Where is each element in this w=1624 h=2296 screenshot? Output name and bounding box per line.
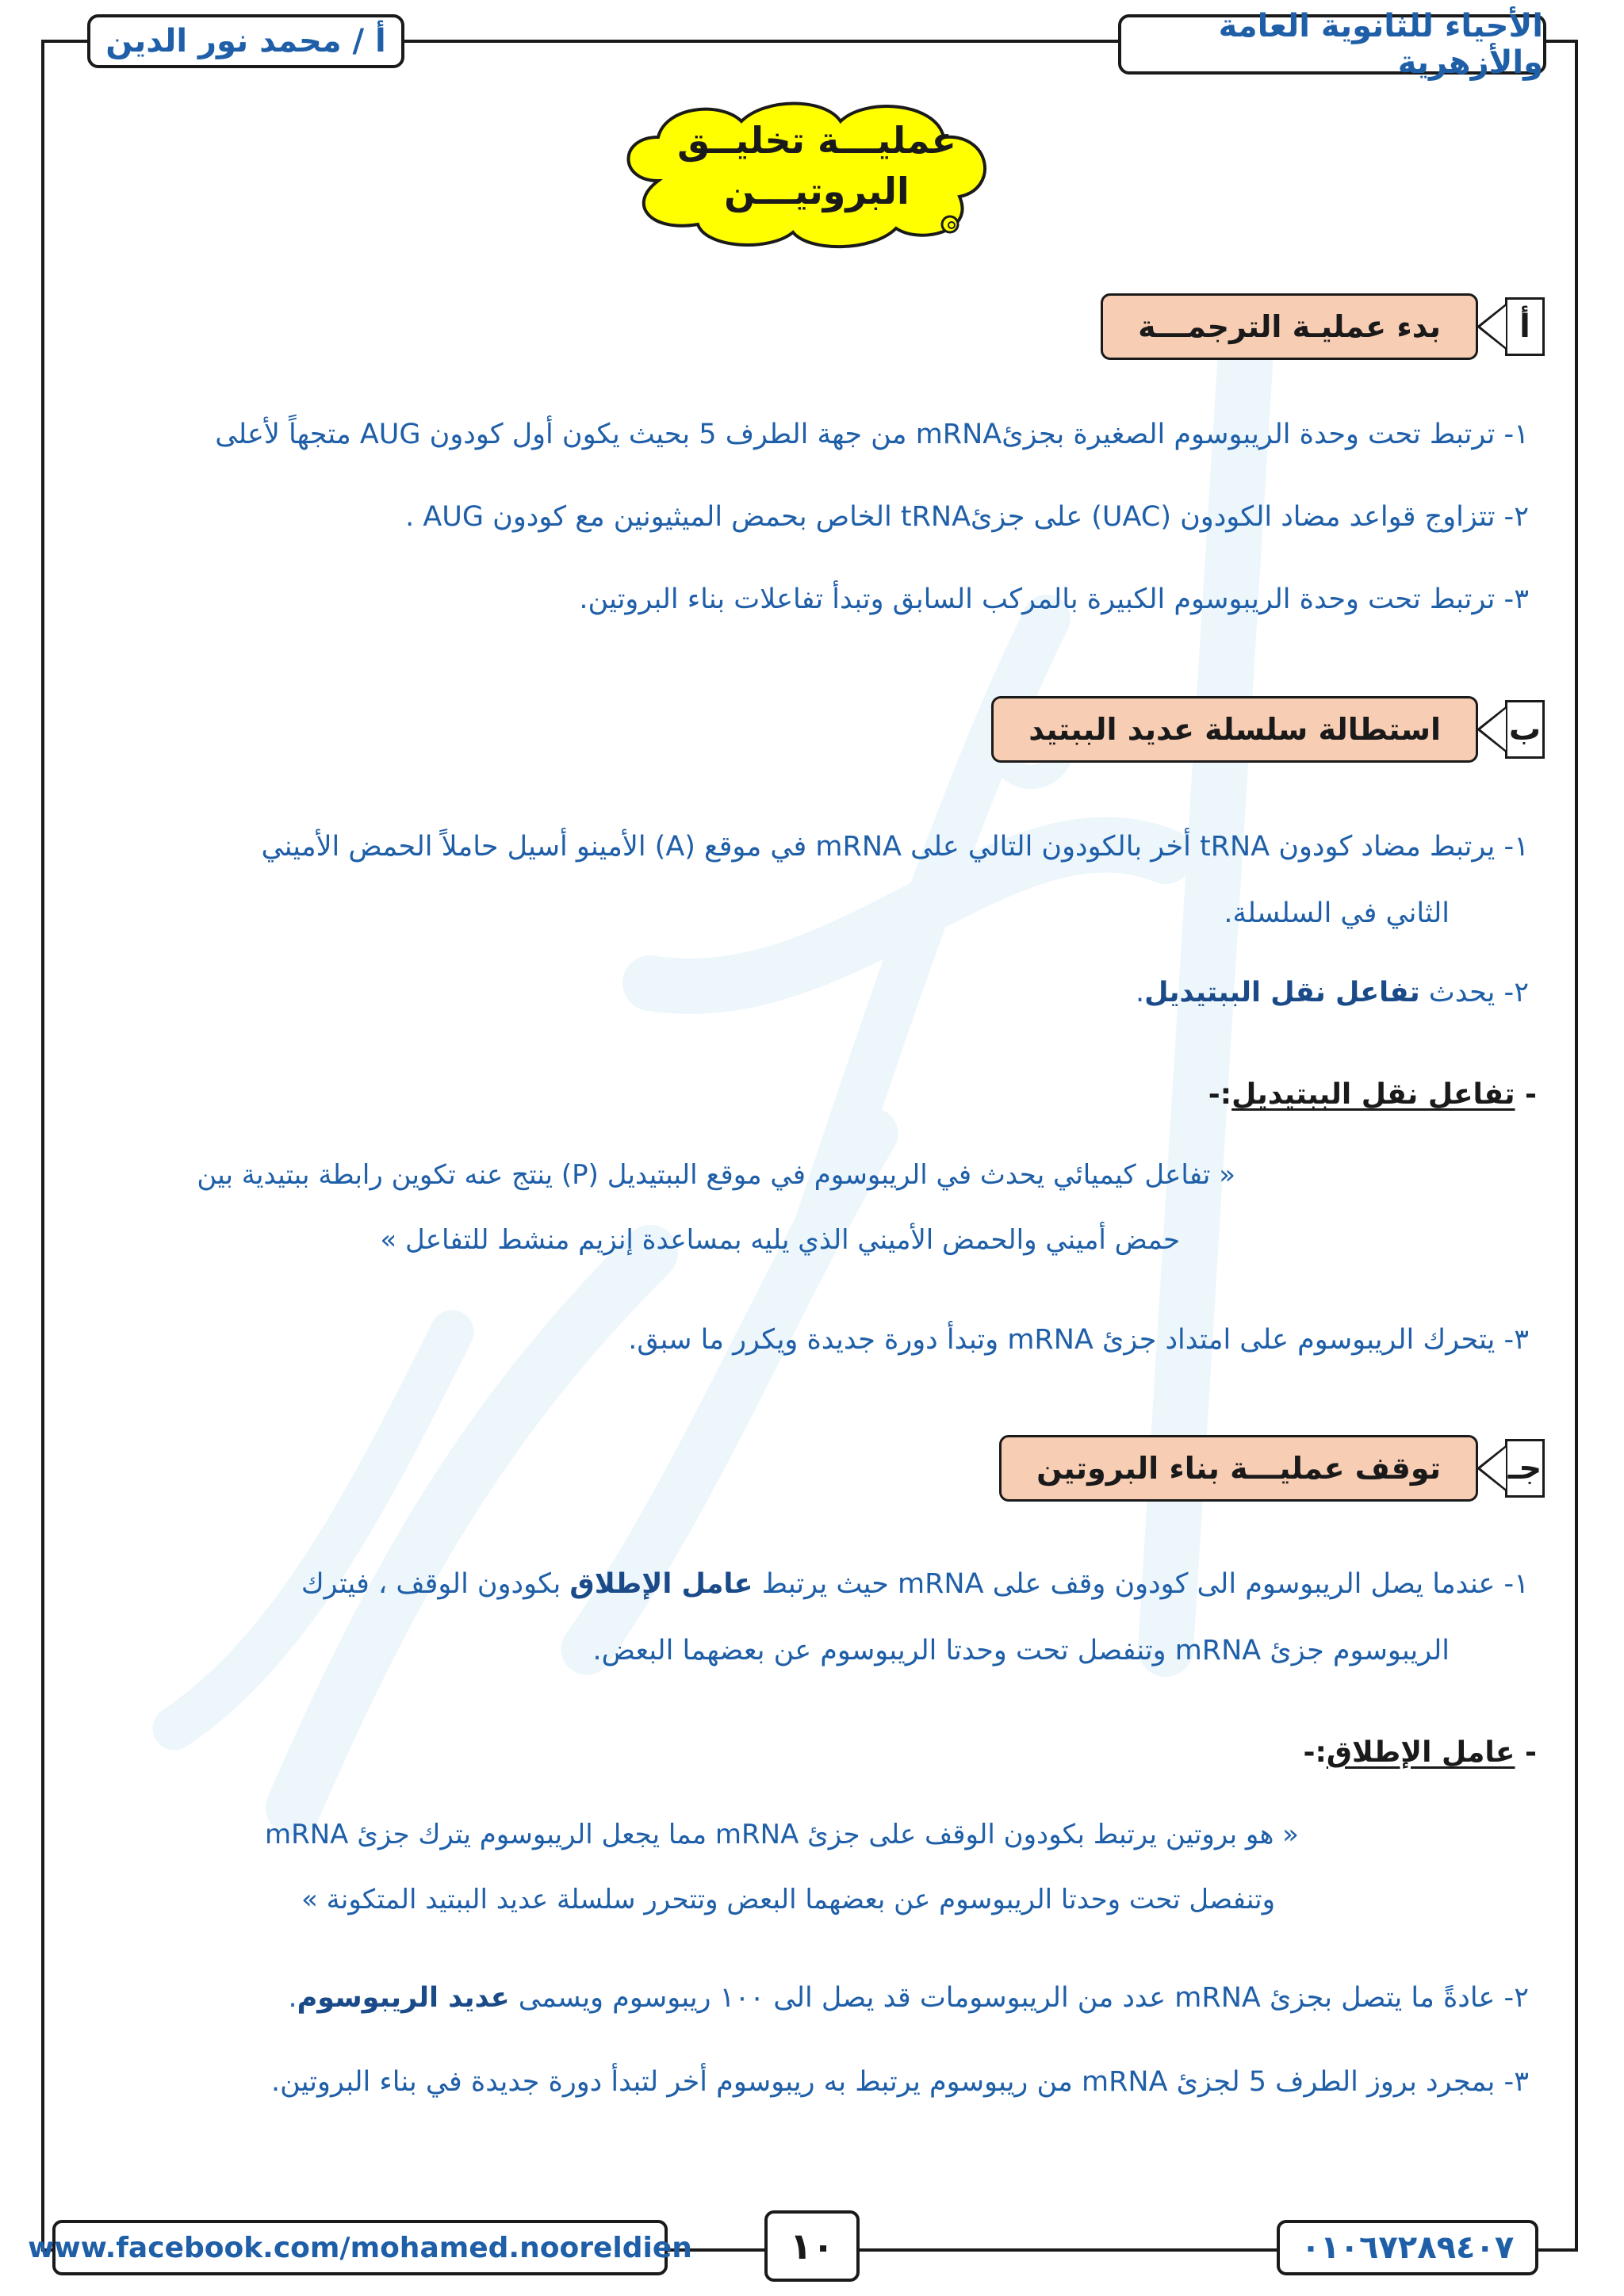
footer-phone-text: ٠١٠٦٧٢٨٩٤٠٧ bbox=[1300, 2229, 1515, 2266]
section-b-title: استطالة سلسلة عديد الببتيد bbox=[991, 696, 1478, 763]
section-c-line-2-suffix: . bbox=[288, 1982, 297, 2014]
footer-website[interactable] bbox=[28, 2220, 692, 2275]
section-a-line-3: ٣- ترتبط تحت وحدة الريبوسوم الكبيرة بالمركب السابق وتبدأ تفاعلات بناء البروتين. bbox=[579, 584, 1529, 615]
section-b-line-2-prefix: ٢- يحدث bbox=[1428, 977, 1529, 1008]
page-title-line1: عمليـــة تخليــق bbox=[677, 119, 956, 162]
arrow-left-icon bbox=[1477, 1445, 1507, 1492]
section-b-line-2-term: تفاعل نقل الببتيديل bbox=[1144, 977, 1420, 1008]
section-c-line-1a-term: عامل الإطلاق bbox=[569, 1568, 753, 1600]
section-b-header bbox=[991, 696, 1545, 763]
section-c-definition-2: وتنفصل تحت وحدتا الريبوسوم عن بعضهما البعض وتتحرر سلسلة عديد الببتيد المتكونة » bbox=[301, 1884, 1275, 1915]
section-c-line-2-prefix: ٢- عادةً ما يتصل بجزئ mRNA عدد من الريبوسومات قد يصل الى ١٠٠ ريبوسوم ويسمى bbox=[518, 1982, 1529, 2014]
section-c-subtitle-text: عامل الإطلاق bbox=[1326, 1736, 1515, 1769]
section-b-line-1b: الثاني في السلسلة. bbox=[1224, 897, 1450, 929]
header-author-text: أ / محمد نور الدين bbox=[105, 23, 386, 59]
section-c-line-1a bbox=[301, 1568, 1529, 1600]
section-c-line-2 bbox=[289, 1982, 1529, 2014]
section-c-subtitle-suffix: :- bbox=[1303, 1736, 1327, 1769]
section-b-subtitle-dash: - bbox=[1525, 1078, 1537, 1111]
footer-website-text[interactable]: www.facebook.com/mohamed.nooreldien bbox=[28, 2231, 692, 2264]
section-a-title: بدء عمليـة الترجمـــة bbox=[1101, 293, 1478, 360]
section-c-line-2-term: عديد الريبوسوم bbox=[297, 1982, 510, 2014]
page-title-line2: البروتيـــن bbox=[724, 170, 910, 212]
section-c-subtitle-dash: - bbox=[1525, 1736, 1537, 1769]
section-b-line-2-suffix: . bbox=[1136, 977, 1145, 1008]
section-c-definition-1: « هو بروتين يرتبط بكودون الوقف على جزئ mRNA مما يجعل الريبوسوم يترك جزئ mRNA bbox=[264, 1819, 1299, 1850]
section-b-subtitle-text: تفاعل نقل الببتيديل bbox=[1231, 1078, 1515, 1111]
section-b-subtitle-suffix: :- bbox=[1208, 1078, 1232, 1111]
section-c-line-1a-suffix: بكودون الوقف ، فيترك bbox=[301, 1568, 561, 1600]
section-a-header bbox=[1101, 293, 1545, 360]
arrow-left-icon bbox=[1477, 706, 1507, 753]
header-author bbox=[87, 14, 404, 68]
section-c-line-3: ٣- بمجرد بروز الطرف 5 لجزئ mRNA من ريبوسوم يرتبط به ريبوسوم أخر لتبدأ دورة جديدة في بناء البروتين. bbox=[270, 2066, 1529, 2098]
section-a-letter: أ bbox=[1505, 297, 1545, 356]
section-c-letter: جـ bbox=[1505, 1439, 1545, 1498]
section-b-letter: ب bbox=[1505, 700, 1545, 759]
section-b-line-1a: ١- يرتبط مضاد كودون tRNA أخر بالكودون التالي على mRNA في موقع (A) الأمينو أسيل حاملاً الحمض الأميني bbox=[261, 831, 1529, 863]
page-number bbox=[764, 2210, 860, 2282]
section-a-line-2: ٢- تتزاوج قواعد مضاد الكودون (UAC) على جزئtRNA الخاص بحمض الميثيونين مع كودون AUG . bbox=[405, 501, 1529, 533]
page-title bbox=[650, 115, 983, 216]
section-a-line-1: ١- ترتبط تحت وحدة الريبوسوم الصغيرة بجزئmRNA من جهة الطرف 5 بحيث يكون أول كودون AUG متجهاً لأعلى bbox=[215, 419, 1529, 450]
header-right-title bbox=[1118, 8, 1546, 81]
section-c-header bbox=[999, 1435, 1545, 1502]
page-number-text: ١٠ bbox=[789, 2225, 835, 2267]
section-c-title: توقف عمليـــة بناء البروتين bbox=[999, 1435, 1478, 1502]
section-c-line-1b: الريبوسوم جزئ mRNA وتنفصل تحت وحدتا الريبوسوم عن بعضهما البعض. bbox=[592, 1635, 1450, 1667]
arrow-left-icon bbox=[1477, 303, 1507, 350]
section-b-definition-2: حمض أميني والحمض الأميني الذي يليه بمساعدة إنزيم منشط للتفاعل » bbox=[380, 1224, 1180, 1256]
section-b-subtitle bbox=[1208, 1078, 1537, 1111]
section-c-line-1a-prefix: ١- عندما يصل الريبوسوم الى كودون وقف على mRNA حيث يرتبط bbox=[761, 1568, 1529, 1600]
section-b-line-2 bbox=[1136, 977, 1529, 1008]
section-b-line-3: ٣- يتحرك الريبوسوم على امتداد جزئ mRNA وتبدأ دورة جديدة ويكرر ما سبق. bbox=[628, 1324, 1529, 1356]
header-right-title-text: الأحياء للثانوية العامة والأزهرية bbox=[1218, 8, 1543, 81]
section-b-definition-1: « تفاعل كيميائي يحدث في الريبوسوم في موقع الببتيديل (P) ينتج عنه تكوين رابطة ببتيدية بين bbox=[197, 1159, 1235, 1191]
section-c-subtitle bbox=[1304, 1736, 1537, 1769]
footer-phone bbox=[1277, 2220, 1538, 2275]
